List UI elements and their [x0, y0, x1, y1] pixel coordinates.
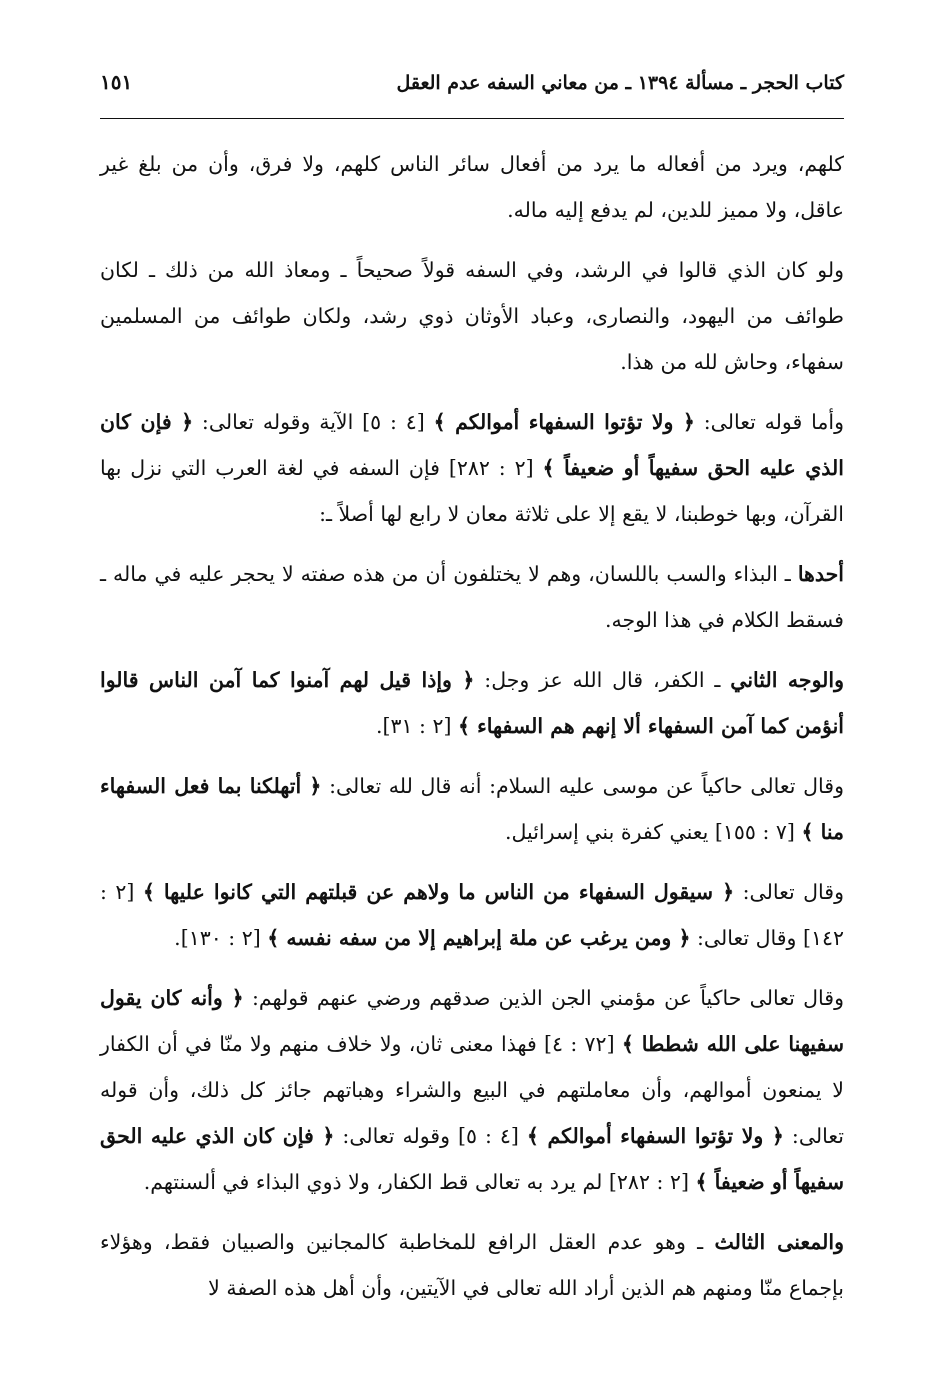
- bold-text-segment: ﴿ وإذا قيل لهم آمنوا كما آمن الناس قالوا أنؤمن كما آمن السفهاء ألا إنهم هم السفهاء ﴾: [100, 668, 844, 738]
- text-segment: كلهم، ويرد من أفعاله ما يرد من أفعال سائر الناس كلهم، ولا فرق، وأن من بلغ غير عاقل، ولا مميز للدين، لم يدفع إليه ماله.: [100, 152, 844, 222]
- body-text: [100, 141, 844, 1311]
- text-segment: [٢ : ٣١].: [375, 714, 458, 738]
- bold-text-segment: أحدها: [797, 562, 844, 586]
- bold-text-segment: والوجه الثاني: [730, 668, 844, 692]
- running-title: كتاب الحجر ـ مسألة ١٣٩٤ ـ من معاني السفه عدم العقل: [396, 72, 844, 94]
- text-segment: [٤ : ٥] وقوله تعالى:: [334, 1124, 527, 1148]
- paragraph: [100, 141, 844, 233]
- paragraph: [100, 657, 844, 749]
- text-segment: ـ وهو عدم العقل الرافع للمخاطبة كالمجانين والصبيان فقط، وهؤلاء بإجماع منّا ومنهم هم الذين أراد الله تعالى في الآيتين، وأن أهل هذه الصفة لا: [100, 1230, 844, 1300]
- text-segment: ولو كان الذي قالوا في الرشد، وفي السفه قولاً صحيحاً ـ ومعاذ الله من ذلك ـ لكان طوائف من اليهود، والنصارى، وعباد الأوثان ذوي رشد، ولكان طوائف من المسلمين سفهاء، وحاش لله من هذا.: [100, 258, 844, 374]
- paragraph: [100, 975, 844, 1205]
- text-segment: ـ الكفر، قال الله عز وجل:: [474, 668, 731, 692]
- text-segment: [٢ : ٢٨٢] لم يرد به تعالى قط الكفار، ولا ذوي البذاء في ألسنتهم.: [143, 1170, 696, 1194]
- bold-text-segment: والمعنى الثالث: [714, 1230, 844, 1254]
- paragraph: [100, 551, 844, 643]
- bold-text-segment: ﴿ سيقول السفهاء من الناس ما ولاهم عن قبلتهم التي كانوا عليها ﴾: [142, 880, 735, 904]
- text-segment: وقال تعالى حاكياً عن موسى عليه السلام: أنه قال لله تعالى:: [321, 774, 844, 798]
- text-segment: [٢ : ٢٨٢] فإن السفه في لغة العرب التي نزل بها القرآن، وبها خوطبنا، لا يقع إلا على ثلاثة معان لا رابع لها أصلاً ـ:: [100, 456, 844, 526]
- bold-text-segment: ﴿ وأنه كان يقول سفيهنا على الله شططا ﴾: [100, 986, 845, 1056]
- bold-text-segment: ﴿ ولا تؤتوا السفهاء أموالكم ﴾: [433, 410, 695, 434]
- page-number: ١٥١: [100, 70, 133, 94]
- paragraph: [100, 763, 844, 855]
- paragraph: [100, 247, 844, 385]
- text-segment: وقال تعالى:: [734, 880, 844, 904]
- bold-text-segment: ﴿ فإن كان الذي عليه الحق سفيهاً أو ضعيفاً ﴾: [100, 410, 844, 480]
- bold-text-segment: ﴿ ومن يرغب عن ملة إبراهيم إلا من سفه نفسه ﴾: [267, 926, 691, 950]
- text-segment: ـ البذاء والسب باللسان، وهم لا يختلفون أن من هذه صفته لا يحجر عليه في ماله ـ فسقط الكلام في هذا الوجه.: [100, 562, 844, 632]
- text-segment: [٧٢ : ٤] فهذا معنى ثان، ولا خلاف منهم ولا منّا في أن الكفار لا يمنعون أموالهم، وأن معاملتهم في البيع والشراء وهباتهم جائز كل ذلك، وأن قوله تعالى:: [100, 1032, 845, 1148]
- bold-text-segment: ﴿ أتهلكنا بما فعل السفهاء منا ﴾: [100, 774, 844, 844]
- text-segment: وقال تعالى حاكياً عن مؤمني الجن الذين صدقهم ورضي عنهم قولهم:: [243, 986, 844, 1010]
- text-segment: [٢ : ١٣٠].: [174, 926, 268, 950]
- bold-text-segment: ﴿ ولا تؤتوا السفهاء أموالكم ﴾: [526, 1124, 784, 1148]
- bold-text-segment: ﴿ فإن كان الذي عليه الحق سفيهاً أو ضعيفاً ﴾: [100, 1124, 844, 1194]
- running-header: [100, 70, 844, 116]
- paragraph: [100, 399, 844, 537]
- text-segment: [٧ : ١٥٥] يعني كفرة بني إسرائيل.: [505, 820, 802, 844]
- text-segment: [٤ : ٥] الآية وقوله تعالى:: [193, 410, 434, 434]
- paragraph: [100, 869, 844, 961]
- book-page: [100, 70, 844, 1311]
- paragraph: [100, 1219, 844, 1311]
- header-rule: [100, 118, 844, 119]
- text-segment: [٢ : ١٤٢] وقال تعالى:: [100, 880, 844, 950]
- text-segment: وأما قوله تعالى:: [694, 410, 844, 434]
